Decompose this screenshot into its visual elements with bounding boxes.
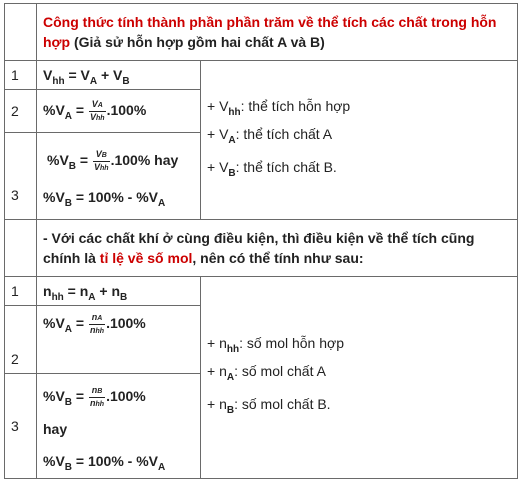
volume-row-1	[5, 61, 518, 90]
mole-row-1	[5, 277, 518, 306]
mole-ratio-highlight: tỉ lệ về số mol	[99, 250, 193, 266]
desc-na: + $n_A$: số mol chất A	[207, 363, 326, 383]
header-title	[37, 4, 518, 61]
header-empty-cell	[5, 4, 37, 61]
row-number: 2	[5, 306, 37, 374]
volume-description	[201, 61, 518, 220]
row-number: 1	[5, 61, 37, 90]
mole-sum-formula: $n_{hh} = n_A + n_B$	[37, 277, 201, 306]
fraction: $\frac{VB}{\text{Vhh}}$	[94, 148, 109, 172]
formula-table	[4, 3, 518, 479]
percent-vb-formula: $\%V_B$ = $\frac{VB}{\text{Vhh}}$ .100% hay $\%V_B = 100\% - \%V_A$	[37, 133, 201, 220]
desc-nb: + $n_B$: số mol chất B.	[207, 396, 331, 416]
desc-vhh: + $V_{hh}$: thể tích hỗn hợp	[207, 97, 351, 118]
row-number: 3	[5, 374, 37, 479]
volume-sum-formula: $V_{hh} = V_A + V_B$	[37, 61, 201, 90]
header-row	[5, 4, 518, 61]
fraction: $\frac{nB}{\text{nhh}}$	[90, 384, 105, 408]
mid-empty-cell	[5, 220, 37, 277]
mole-percent-vb-formula: $\%V_B$ = $\frac{nB}{\text{nhh}}$ .100% hay $\%V_B = 100\% - \%V_A$	[37, 374, 201, 479]
mole-description	[201, 277, 518, 479]
mole-note-row	[5, 220, 518, 277]
mole-note: - Với các chất khí ở cùng điều kiện, thì điều kiện về thể tích cũng chính là tỉ lệ về số mol, nên có thể tính như sau:	[37, 220, 518, 277]
percent-va-formula: $\%V_A$ = $\frac{VA}{\text{Vhh}}$ .100%	[37, 90, 201, 133]
mole-percent-va-formula: $\%V_A$ = $\frac{nA}{\text{nhh}}$ .100%	[37, 306, 201, 374]
desc-va: + $V_A$: thể tích chất A	[207, 125, 333, 146]
row-number: 2	[5, 90, 37, 133]
row-number: 3	[5, 133, 37, 220]
fraction: $\frac{nA}{\text{nhh}}$	[90, 312, 105, 335]
header-title-note: (Giả sử hỗn hợp gồm hai chất A và B)	[70, 34, 325, 50]
desc-vb: + $V_B$: thể tích chất B.	[207, 158, 337, 179]
desc-nhh: + $n_{hh}$: số mol hỗn hợp	[207, 335, 344, 355]
row-number: 1	[5, 277, 37, 306]
header-title-red: Công thức tính thành phần phần trăm về thể tích các chất trong hỗn hợp	[43, 14, 497, 50]
fraction: $\frac{VA}{\text{Vhh}}$	[90, 98, 105, 122]
